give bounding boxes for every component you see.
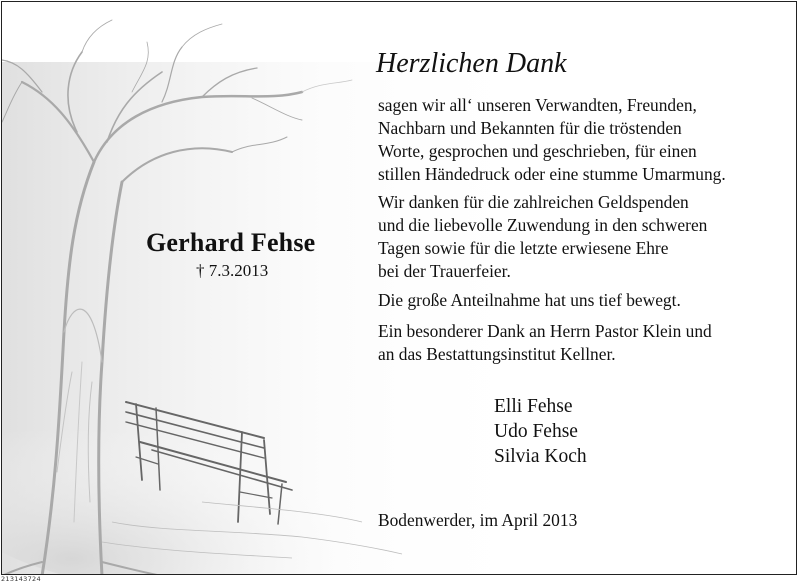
thanks-paragraph bbox=[378, 94, 726, 186]
sympathy-paragraph bbox=[378, 289, 681, 312]
signer-name: Udo Fehse bbox=[494, 421, 578, 442]
deceased-name: Gerhard Fehse bbox=[146, 228, 316, 257]
text-line: bei der Trauerfeier. bbox=[378, 261, 511, 281]
reference-number: 213143724 bbox=[1, 575, 41, 583]
text-line: Die große Anteilnahme hat uns tief bewegt. bbox=[378, 290, 681, 310]
text-line: stillen Händedruck oder eine stumme Umarmung. bbox=[378, 164, 726, 184]
signer-name: Elli Fehse bbox=[494, 396, 573, 417]
donations-paragraph bbox=[378, 191, 707, 283]
text-line: Worte, gesprochen und geschrieben, für einen bbox=[378, 141, 697, 161]
death-date: † 7.3.2013 bbox=[196, 261, 269, 280]
special-thanks-paragraph bbox=[378, 320, 712, 366]
signers-list bbox=[494, 394, 587, 469]
text-line: Wir danken für die zahlreichen Geldspenden bbox=[378, 192, 689, 212]
text-line: und die liebevolle Zuwendung in den schweren bbox=[378, 215, 708, 235]
text-line: an das Bestattungsinstitut Kellner. bbox=[378, 344, 616, 364]
notice-heading: Herzlichen Dank bbox=[376, 48, 567, 79]
text-line: Tagen sowie für die letzte erwiesene Ehre bbox=[378, 238, 669, 258]
signer-name: Silvia Koch bbox=[494, 446, 587, 467]
text-line: sagen wir all‘ unseren Verwandten, Freunden, bbox=[378, 95, 697, 115]
text-line: Nachbarn und Bekannten für die tröstenden bbox=[378, 118, 682, 138]
place-and-date: Bodenwerder, im April 2013 bbox=[378, 510, 578, 530]
obituary-notice bbox=[1, 1, 797, 575]
text-line: Ein besonderer Dank an Herrn Pastor Klein und bbox=[378, 321, 712, 341]
